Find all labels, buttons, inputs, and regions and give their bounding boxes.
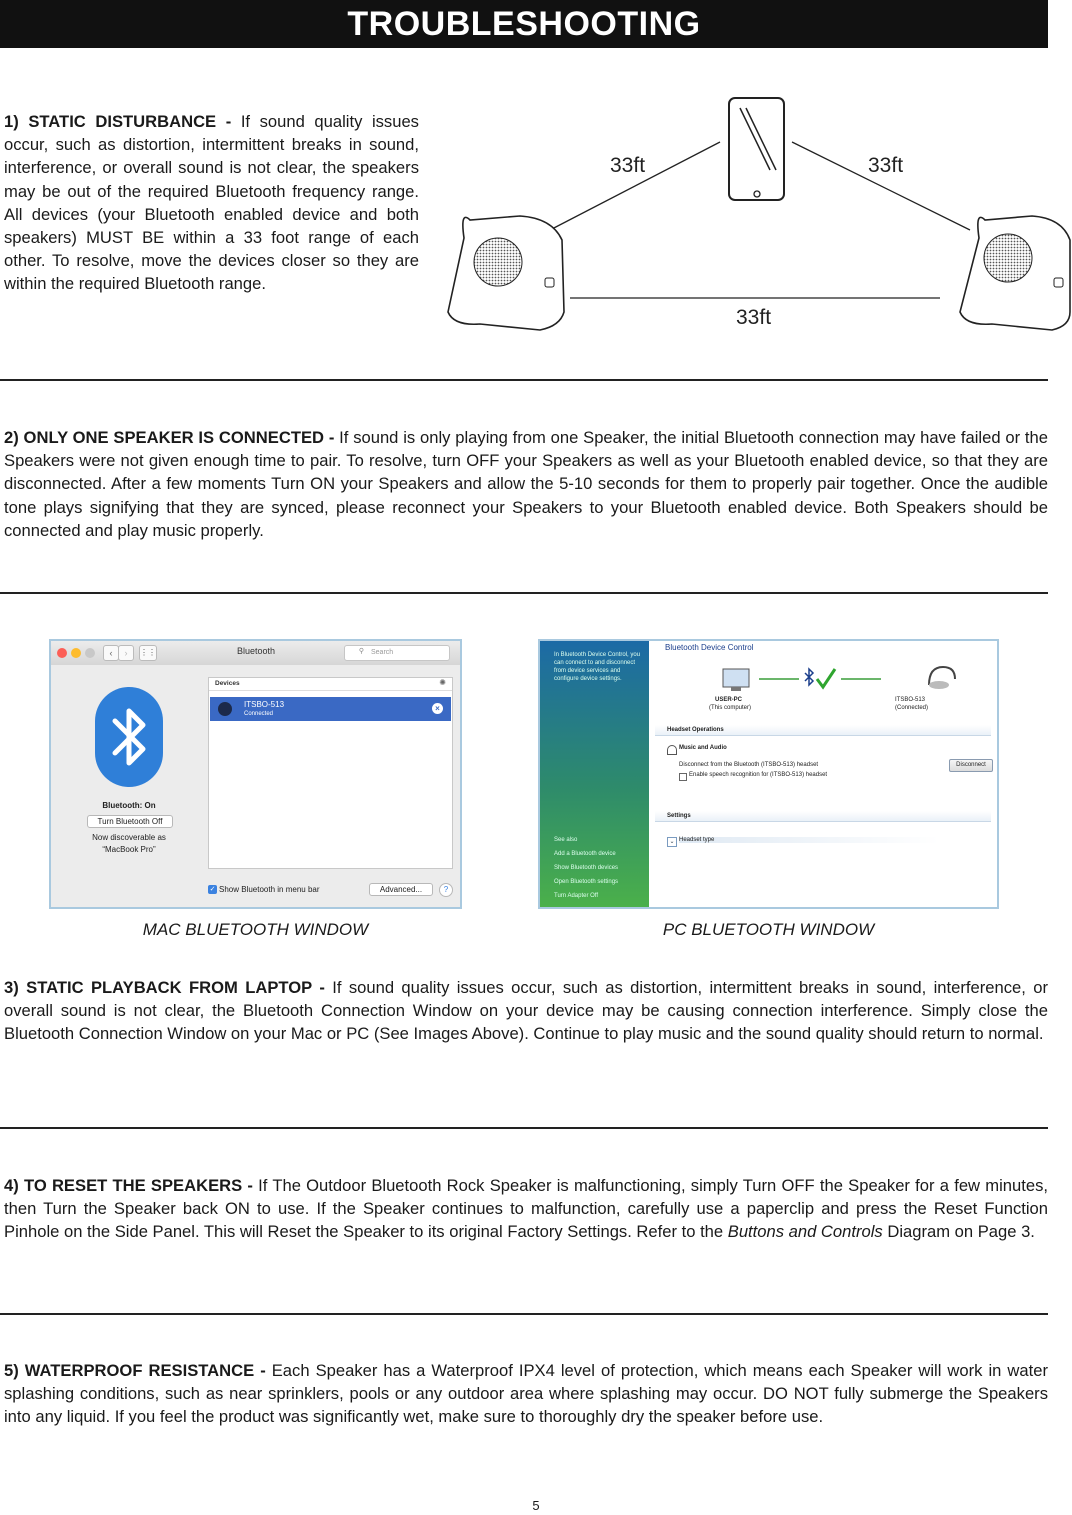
pc-window-title: Bluetooth Device Control — [665, 643, 754, 652]
device-row-itsbo-513[interactable] — [210, 697, 451, 721]
distance-label-left: 33ft — [610, 154, 646, 177]
disconnect-button[interactable]: Disconnect — [949, 759, 993, 772]
section-body: If sound quality issues occur, such as distortion, intermittent breaks in sound, interference, or overall sound is not clear, the Bluetooth Connection Window on your device may be causing connection interference. Simply close the Bluetooth Connection Window on your Mac or PC (See Images Above). Continue to play music and the sound quality should return to normal. — [4, 978, 1048, 1044]
divider — [0, 379, 1048, 381]
headset-operations-header[interactable]: Headset Operations — [655, 725, 991, 736]
link-show-devices[interactable]: Show Bluetooth devices — [554, 865, 619, 871]
device-status: Connected — [244, 711, 274, 717]
mac-caption: MAC BLUETOOTH WINDOW — [142, 920, 369, 939]
section-one-speaker-connected — [4, 426, 1048, 542]
section-static-playback — [4, 976, 1048, 1046]
headset-type-label: Headset type — [679, 837, 939, 843]
section-heading: 2) ONLY ONE SPEAKER IS CONNECTED - — [4, 428, 335, 447]
mac-bluetooth-window — [49, 639, 462, 909]
headset-icon — [929, 667, 955, 689]
grid-icon[interactable]: ⋮⋮ — [139, 645, 157, 661]
section-heading: 3) STATIC PLAYBACK FROM LAPTOP - — [4, 978, 325, 997]
mac-title-bar — [51, 641, 460, 666]
discoverable-line2: “MacBook Pro” — [102, 845, 156, 854]
section-body-end: Diagram on Page 3. — [882, 1222, 1035, 1242]
section-waterproof — [4, 1359, 1048, 1429]
section-body: If sound is only playing from one Speaker, the initial Bluetooth connection may have failed or the Speakers were not given enough time to pair. To resolve, turn OFF your Speakers as well as your Bluetooth enabled device, so that they are disconnected. After a few moments Turn ON your Speakers and allow the 5-10 seconds for them to properly pair together. Once the audible tone plays signifying that they are synced, please reconnect your Speakers to your Bluetooth enabled device. Both Speakers should be connected and play music properly. — [4, 428, 1048, 540]
speech-checkbox-label: Enable speech recognition for (ITSBO-513) headset — [689, 772, 828, 778]
link-open-settings[interactable]: Open Bluetooth settings — [554, 879, 619, 885]
menu-bar-checkbox-label: Show Bluetooth in menu bar — [219, 885, 320, 894]
range-diagram — [440, 90, 1072, 340]
divider — [0, 1127, 1048, 1129]
device-sub: (Connected) — [895, 705, 929, 711]
pc-main-panel — [649, 641, 997, 907]
connection-graphic — [689, 661, 989, 711]
speaker-device-icon — [218, 702, 232, 716]
speech-checkbox[interactable] — [679, 773, 687, 781]
menu-bar-checkbox[interactable]: ✓ — [209, 886, 216, 893]
device-name: ITSBO-513 — [895, 697, 926, 703]
music-audio-label: Music and Audio — [679, 745, 727, 751]
section-heading: 4) TO RESET THE SPEAKERS - — [4, 1176, 253, 1195]
discoverable-line1: Now discoverable as — [92, 833, 166, 842]
section-heading: 5) WATERPROOF RESISTANCE - — [4, 1361, 266, 1380]
distance-label-bottom: 33ft — [736, 306, 772, 329]
sidebar-description: In Bluetooth Device Control, you can connect to and disconnect from device services and configure device settings. — [554, 652, 641, 682]
bluetooth-icon — [95, 687, 163, 787]
page-title: TROUBLESHOOTING — [0, 0, 1048, 48]
divider — [0, 1313, 1048, 1315]
section-body-italic: Buttons and Controls — [727, 1222, 883, 1242]
section-static-disturbance — [4, 110, 419, 296]
checkmark-icon — [817, 669, 835, 687]
advanced-button[interactable]: Advanced... — [369, 883, 433, 896]
help-button[interactable]: ? — [439, 883, 453, 897]
devices-list — [208, 677, 453, 869]
rock-speaker-left-icon — [448, 216, 564, 330]
link-add-device[interactable]: Add a Bluetooth device — [554, 851, 616, 857]
close-dot-icon[interactable] — [57, 648, 67, 658]
computer-icon — [723, 669, 749, 691]
rock-speaker-right-icon — [960, 216, 1070, 330]
section-heading: 1) STATIC DISTURBANCE - — [4, 112, 232, 131]
computer-sub: (This computer) — [709, 705, 752, 711]
spinner-icon: ✺ — [439, 678, 446, 687]
section-reset-speakers — [4, 1174, 1048, 1244]
devices-header: Devices — [209, 678, 452, 691]
section-body: Each Speaker has a Waterproof IPX4 level of protection, which means each Speaker will work in water splashing conditions, such as near sprinklers, pools or any outdoor area where splashing may occur. DO NOT fully submerge the Speakers into any liquid. If you feel the product was significantly wet, make sure to thoroughly dry the speaker before use. — [4, 1361, 1048, 1427]
phone-icon — [729, 98, 784, 200]
search-input[interactable]: Search — [344, 645, 450, 661]
pc-caption: PC BLUETOOTH WINDOW — [662, 920, 875, 939]
disconnect-text: Disconnect from the Bluetooth (ITSBO-513) headset — [679, 762, 819, 768]
device-name: ITSBO-513 — [244, 700, 285, 709]
see-also-label: See also — [554, 837, 578, 843]
pc-sidebar — [540, 641, 649, 907]
page-number: 5 — [532, 1498, 540, 1513]
zoom-dot-icon[interactable] — [85, 648, 95, 658]
section-body: If sound quality issues occur, such as distortion, intermittent breaks in sound, interference, or overall sound is not clear, the speakers may be out of the required Bluetooth frequency range. All devices (your Bluetooth enabled device and both speakers) MUST BE within a 33 foot range of each other. To resolve, move the devices closer so they are within the required Bluetooth range. — [4, 112, 419, 294]
mac-window-body — [51, 665, 460, 907]
bluetooth-icon — [805, 669, 813, 685]
chevron-down-icon[interactable]: ⌄ — [667, 837, 677, 847]
headset-small-icon — [667, 745, 677, 755]
computer-name: USER-PC — [715, 697, 743, 703]
back-icon[interactable]: ‹ — [103, 645, 119, 661]
mac-window-title: Bluetooth — [236, 646, 276, 656]
search-icon: ⚲ — [358, 648, 364, 655]
settings-header[interactable]: Settings — [655, 811, 991, 822]
forward-icon[interactable]: › — [118, 645, 134, 661]
distance-label-right: 33ft — [868, 154, 904, 177]
divider — [0, 592, 1048, 594]
remove-device-icon[interactable]: × — [432, 703, 443, 714]
minimize-dot-icon[interactable] — [71, 648, 81, 658]
link-turn-adapter-off[interactable]: Turn Adapter Off — [554, 893, 599, 899]
turn-bluetooth-off-button[interactable]: Turn Bluetooth Off — [87, 815, 173, 828]
pc-bluetooth-window — [538, 639, 999, 909]
bluetooth-status: Bluetooth: On — [102, 801, 156, 810]
section-body: If The Outdoor Bluetooth Rock Speaker is malfunctioning, simply Turn OFF the Speaker for a few minutes, then Turn the Speaker back ON to use. If the Speaker continues to malfunction, carefully use a paperclip and press the Reset Function Pinhole on the Side Panel. This will Reset the Speaker to its original Factory Settings. Refer to the — [4, 1176, 1048, 1242]
